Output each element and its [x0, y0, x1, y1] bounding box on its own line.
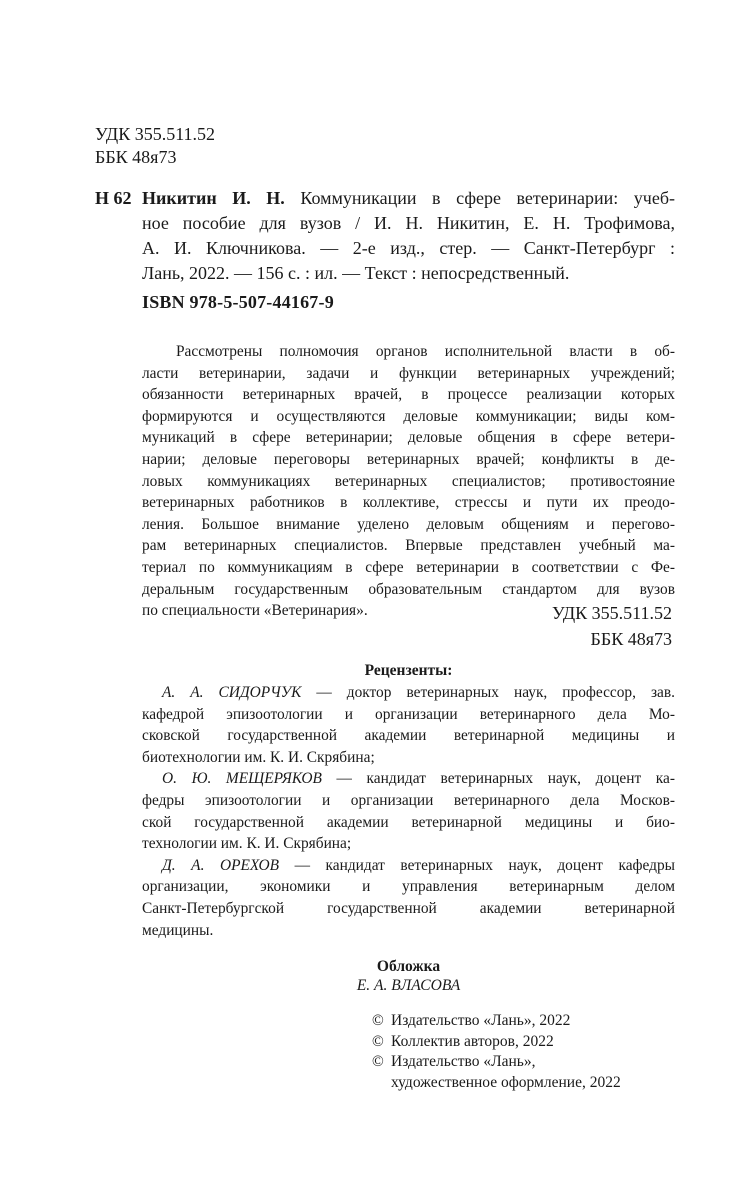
- abstract-line: нарии; деловые переговоры ветеринарных врачей; конфликты в де-: [142, 450, 675, 468]
- abstract-line: рам ветеринарных специалистов. Впервые представлен учебный ма-: [142, 537, 675, 555]
- abstract-line: ветеринарных работников в коллективе, стрессы и пути их преодо-: [142, 494, 675, 512]
- abstract: [142, 341, 675, 622]
- reviewer-name: Д. А. ОРЕХОВ: [162, 856, 280, 874]
- reviewer-line: Д. А. ОРЕХОВ — кандидат ветеринарных наук, доцент кафедры: [162, 856, 675, 874]
- author-name: Никитин И. Н.: [142, 188, 285, 208]
- udk-code: УДК 355.511.52: [551, 603, 672, 623]
- bibliographic-entry: [95, 186, 675, 286]
- copyright-icon: ©: [372, 1012, 384, 1029]
- bbk-code: ББК 48я73: [590, 629, 672, 649]
- catalog-code: Н 62: [95, 188, 132, 208]
- biblio-line: А. И. Ключникова. — 2-е изд., стер. — Санкт-Петербург :: [142, 238, 675, 258]
- biblio-line: ное пособие для вузов / И. Н. Никитин, Е. Н. Трофимова,: [142, 213, 675, 233]
- udk-code: УДК 355.511.52: [95, 124, 216, 144]
- copyright-icon: ©: [372, 1032, 384, 1050]
- reviewer-line: ской государственной академии ветеринарной медицины и био-: [142, 813, 675, 831]
- reviewer-line: медицины.: [142, 921, 214, 939]
- reviewers-heading: Рецензенты:: [364, 662, 453, 679]
- isbn: ISBN 978-5-507-44167-9: [142, 292, 334, 312]
- reviewer-line: О. Ю. МЕЩЕРЯКОВ — кандидат ветеринарных наук, доцент ка-: [162, 770, 675, 788]
- reviewer-line: организации, экономики и управления ветеринарным делом: [142, 878, 675, 896]
- copyright-line: © Издательство «Лань»,: [372, 1052, 621, 1073]
- abstract-line: териал по коммуникациям в сфере ветеринарии в соответствии с Фе-: [142, 558, 675, 576]
- copyright-line: © Коллектив авторов, 2022: [372, 1032, 621, 1053]
- reviewer-line: технологии им. К. И. Скрябина;: [142, 835, 352, 853]
- reviewer-line: сковской государственной академии ветеринарной медицины и: [142, 727, 675, 745]
- bbk-code: ББК 48я73: [95, 147, 177, 167]
- reviewer-line: федры эпизоотологии и организации ветеринарного дела Москов-: [142, 791, 675, 809]
- abstract-line: обязанности ветеринарных врачей, в процессе реализации которых: [142, 386, 675, 404]
- reviewer-name: А. А. СИДОРЧУК: [162, 684, 302, 701]
- reviewer-line: кафедрой эпизоотологии и организации ветеринарного дела Мо-: [142, 705, 675, 723]
- cover-author: Е. А. ВЛАСОВА: [356, 977, 461, 994]
- classification-block-right: [552, 600, 672, 652]
- abstract-line: муникаций в сфере ветеринарии; деловые общения в сфере ветери-: [142, 429, 675, 447]
- copyright-line-continuation: художественное оформление, 2022: [391, 1073, 621, 1091]
- classification-block: [95, 123, 215, 169]
- bibliographic-description: [142, 186, 675, 286]
- copyright-icon: ©: [372, 1053, 384, 1070]
- abstract-line: ласти ветеринарии, задачи и функции ветеринарных учреждений;: [142, 364, 675, 382]
- reviewer-line: биотехнологии им. К. И. Скрябина;: [142, 748, 375, 766]
- abstract-line: формируются и осуществляются деловые коммуникации; виды ком-: [142, 407, 675, 425]
- copyright-notices: [372, 1011, 621, 1093]
- abstract-line: деральным государственным образовательным стандартом для вузов: [142, 580, 675, 598]
- reviewer-name: О. Ю. МЕЩЕРЯКОВ: [162, 770, 322, 788]
- biblio-line: Никитин И. Н. Коммуникации в сфере ветеринарии: учеб-: [142, 188, 675, 208]
- abstract-line: ления. Большое внимание уделено деловым общениям и перегово-: [142, 515, 675, 533]
- biblio-line: Лань, 2022. — 156 с. : ил. — Текст : непосредственный.: [142, 263, 570, 283]
- copyright-line: © Издательство «Лань», 2022: [372, 1011, 621, 1032]
- reviewers-list: [142, 682, 675, 941]
- abstract-line: Рассмотрены полномочия органов исполнительной власти в об-: [176, 343, 675, 360]
- abstract-line: ловых коммуникациях ветеринарных специалистов; противостояние: [142, 472, 675, 490]
- cover-label: Обложка: [376, 958, 441, 975]
- abstract-line: по специальности «Ветеринария».: [142, 602, 368, 620]
- reviewer-line: А. А. СИДОРЧУК — доктор ветеринарных наук, профессор, зав.: [162, 684, 675, 701]
- reviewer-line: Санкт-Петербургской государственной академии ветеринарной: [142, 899, 675, 917]
